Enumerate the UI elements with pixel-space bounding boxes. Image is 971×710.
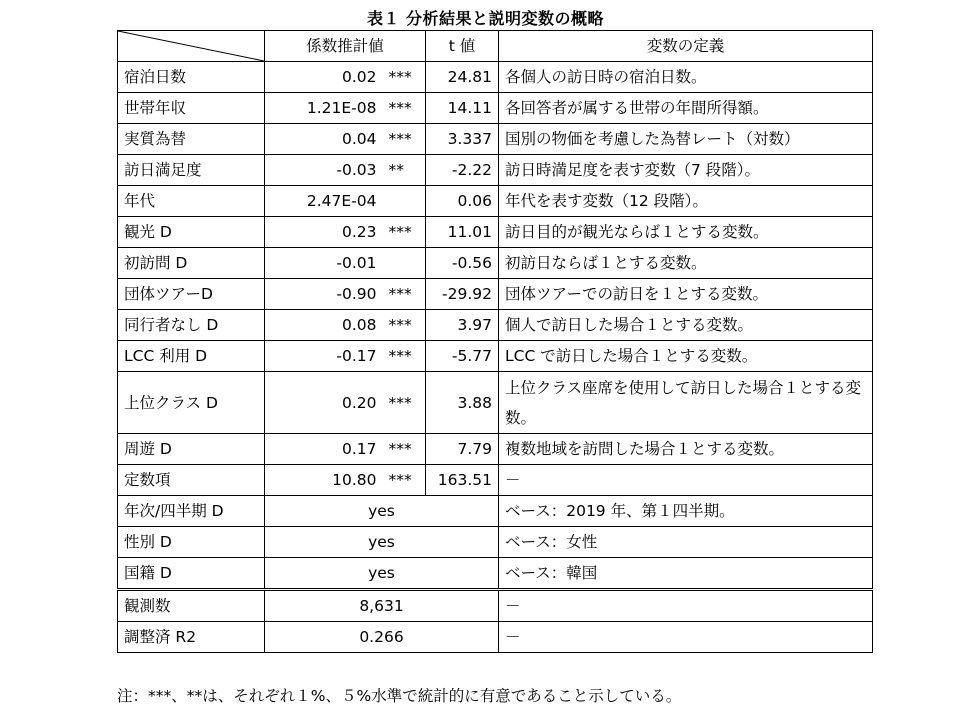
table-row xyxy=(118,341,873,372)
stat-definition: － xyxy=(499,590,873,622)
variable-definition: 各回答者が属する世帯の年間所得額。 xyxy=(499,93,873,124)
significance-stars: *** xyxy=(383,310,426,341)
coef-value: -0.17 xyxy=(265,341,383,372)
variable-definition: LCC で訪日した場合１とする変数。 xyxy=(499,341,873,372)
variable-definition: ベース：女性 xyxy=(499,527,873,558)
coef-value: 1.21E-08 xyxy=(265,93,383,124)
table-row xyxy=(118,186,873,217)
variable-name: 年次/四半期 D xyxy=(118,496,265,527)
coef-value: 0.08 xyxy=(265,310,383,341)
stat-value: 0.266 xyxy=(265,622,499,653)
header-def: 変数の定義 xyxy=(499,31,873,62)
stat-value: 8,631 xyxy=(265,590,499,622)
variable-name: 国籍 D xyxy=(118,558,265,590)
t-value: 14.11 xyxy=(426,93,499,124)
coef-value: 0.20 xyxy=(265,372,383,434)
t-value: 0.06 xyxy=(426,186,499,217)
header-row xyxy=(118,31,873,62)
coef-value: -0.01 xyxy=(265,248,383,279)
diagonal-line xyxy=(118,31,264,61)
t-value: 24.81 xyxy=(426,62,499,93)
fixed-effect-row xyxy=(118,558,873,590)
coef-value: 10.80 xyxy=(265,465,383,496)
significance-stars: *** xyxy=(383,279,426,310)
significance-stars: *** xyxy=(383,62,426,93)
table-row xyxy=(118,124,873,155)
coef-value: -0.03 xyxy=(265,155,383,186)
significance-stars: *** xyxy=(383,465,426,496)
variable-name: 世帯年収 xyxy=(118,93,265,124)
fixed-effect-value: yes xyxy=(265,496,499,527)
table-row xyxy=(118,62,873,93)
table-title: 表１ 分析結果と説明変数の概略 xyxy=(366,9,605,28)
significance-stars: *** xyxy=(383,124,426,155)
variable-name: 定数項 xyxy=(118,465,265,496)
variable-definition: 訪日目的が観光ならば１とする変数。 xyxy=(499,217,873,248)
variable-name: 観光 D xyxy=(118,217,265,248)
variable-definition: 訪日時満足度を表す変数（7 段階）。 xyxy=(499,155,873,186)
table-row xyxy=(118,93,873,124)
header-t: t 値 xyxy=(426,31,499,62)
variable-definition: 個人で訪日した場合１とする変数。 xyxy=(499,310,873,341)
footnote: 注：***、**は、それぞれ１%、５%水準で統計的に有意であること示している。 xyxy=(117,687,682,705)
variable-definition: 上位クラス座席を使用して訪日した場合１とする変数。 xyxy=(499,372,873,434)
table-row xyxy=(118,465,873,496)
stat-row xyxy=(118,590,873,622)
table-row xyxy=(118,310,873,341)
variable-name: 周遊 D xyxy=(118,434,265,465)
stat-row xyxy=(118,622,873,653)
t-value: 3.88 xyxy=(426,372,499,434)
t-value: -0.56 xyxy=(426,248,499,279)
significance-stars xyxy=(383,186,426,217)
table-row xyxy=(118,372,873,434)
stat-name: 調整済 R2 xyxy=(118,622,265,653)
table-row xyxy=(118,217,873,248)
variable-name: 上位クラス D xyxy=(118,372,265,434)
significance-stars: *** xyxy=(383,93,426,124)
variable-name: 実質為替 xyxy=(118,124,265,155)
fixed-effect-value: yes xyxy=(265,558,499,590)
t-value: 3.97 xyxy=(426,310,499,341)
table-row xyxy=(118,279,873,310)
variable-name: 宿泊日数 xyxy=(118,62,265,93)
t-value: -5.77 xyxy=(426,341,499,372)
t-value: -2.22 xyxy=(426,155,499,186)
variable-name: 同行者なし D xyxy=(118,310,265,341)
fixed-effect-row xyxy=(118,527,873,558)
variable-definition: 国別の物価を考慮した為替レート（対数） xyxy=(499,124,873,155)
variable-name: 団体ツアーD xyxy=(118,279,265,310)
significance-stars: *** xyxy=(383,341,426,372)
fixed-effect-row xyxy=(118,496,873,527)
t-value: 7.79 xyxy=(426,434,499,465)
t-value: 11.01 xyxy=(426,217,499,248)
significance-stars: *** xyxy=(383,372,426,434)
variable-definition: 団体ツアーでの訪日を１とする変数。 xyxy=(499,279,873,310)
significance-stars: *** xyxy=(383,217,426,248)
coef-value: 0.17 xyxy=(265,434,383,465)
significance-stars xyxy=(383,248,426,279)
variable-name: 性別 D xyxy=(118,527,265,558)
header-coef: 係数推計値 xyxy=(265,31,426,62)
stat-name: 観測数 xyxy=(118,590,265,622)
variable-definition: － xyxy=(499,465,873,496)
significance-stars: *** xyxy=(383,434,426,465)
variable-definition: 年代を表す変数（12 段階）。 xyxy=(499,186,873,217)
fixed-effect-value: yes xyxy=(265,527,499,558)
regression-table xyxy=(117,30,873,653)
table-row xyxy=(118,155,873,186)
coef-value: 0.02 xyxy=(265,62,383,93)
variable-name: 初訪問 D xyxy=(118,248,265,279)
variable-name: 訪日満足度 xyxy=(118,155,265,186)
significance-stars: ** xyxy=(383,155,426,186)
coef-value: 0.23 xyxy=(265,217,383,248)
corner-cell xyxy=(118,31,265,62)
t-value: 3.337 xyxy=(426,124,499,155)
variable-definition: 各個人の訪日時の宿泊日数。 xyxy=(499,62,873,93)
coef-value: 2.47E-04 xyxy=(265,186,383,217)
variable-definition: 複数地域を訪問した場合１とする変数。 xyxy=(499,434,873,465)
coef-value: -0.90 xyxy=(265,279,383,310)
coef-value: 0.04 xyxy=(265,124,383,155)
variable-definition: ベース：2019 年、第１四半期。 xyxy=(499,496,873,527)
variable-name: LCC 利用 D xyxy=(118,341,265,372)
variable-definition: 初訪日ならば１とする変数。 xyxy=(499,248,873,279)
t-value: -29.92 xyxy=(426,279,499,310)
variable-name: 年代 xyxy=(118,186,265,217)
table-row xyxy=(118,248,873,279)
variable-definition: ベース：韓国 xyxy=(499,558,873,590)
table-row xyxy=(118,434,873,465)
t-value: 163.51 xyxy=(426,465,499,496)
stat-definition: － xyxy=(499,622,873,653)
